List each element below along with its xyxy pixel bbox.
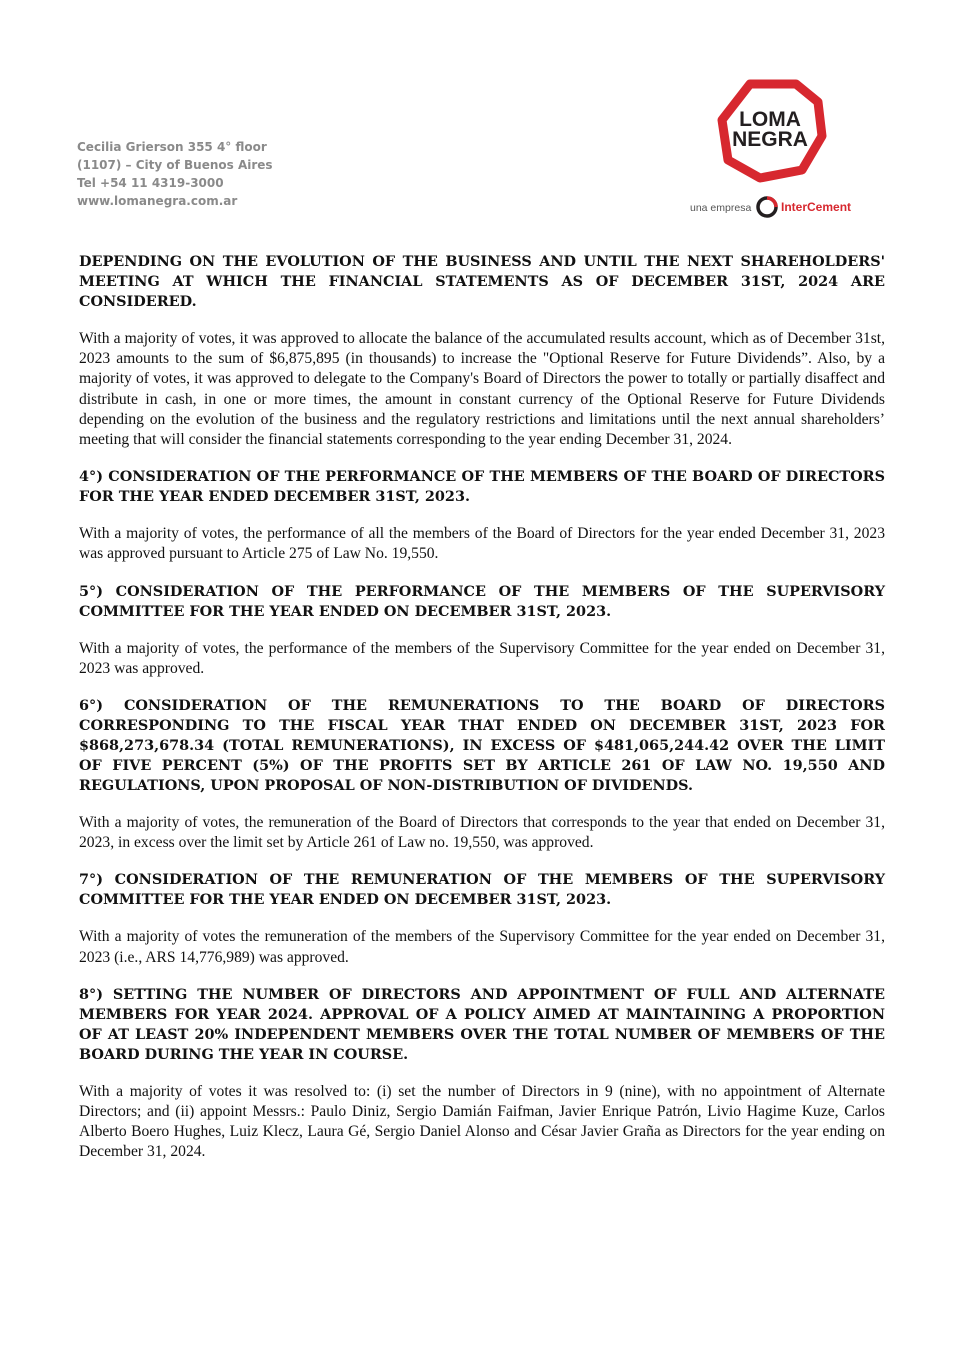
address-website[interactable]: www.lomanegra.com.ar xyxy=(77,194,238,208)
section-body: With a majority of votes, the performance of all the members of the Board of Directors for the year ended December 31, 2023 was approved pursuant to Article 275 of Law No. 19,550. xyxy=(79,525,885,563)
address-city: (1107) – City of Buenos Aires xyxy=(77,158,273,172)
section-body: With a majority of votes it was resolved to: (i) set the number of Directors in 9 (nine), with no appointment of Alternate Directors; and (ii) appoint Messrs.: Paulo Diniz, Sergio Damián Faifman, Javier Enrique Patrón, Livio Hagime Kuze, Carlos Alberto Boero Hughes, Luiz Klecz, Laura Gé, Sergio Daniel Alonso and César Javier Graña as Directors for the year ending on December 31, 2024. xyxy=(79,1082,885,1161)
section-heading: 6°) CONSIDERATION OF THE REMUNERATIONS TO THE BOARD OF DIRECTORS CORRESPONDING TO THE FISCAL YEAR THAT ENDED ON DECEMBER 31ST, 2023 FOR $868,273,678.34 (TOTAL REMUNERATIONS), IN EXCESS OF $481,065,244.42 OVER THE LIMIT OF FIVE PERCENT (5%) OF THE PROFITS SET BY ARTICLE 261 OF LAW NO. 19,550 AND REGULATIONS, UPON PROPOSAL OF NON-DISTRIBUTION OF DIVIDENDS. xyxy=(79,697,885,795)
section-body: With a majority of votes, the performance of the members of the Supervisory Committee for the year ended on December 31, 2023 was approved. xyxy=(79,639,885,677)
logo-brand-line2: NEGRA xyxy=(732,128,808,151)
section-heading: DEPENDING ON THE EVOLUTION OF THE BUSINESS AND UNTIL THE NEXT SHAREHOLDERS' MEETING AT WHICH THE FINANCIAL STATEMENTS AS OF DECEMBER 31ST, 2024 ARE CONSIDERED. xyxy=(79,253,885,310)
section-body: With a majority of votes, the remuneration of the Board of Directors that corresponds to the year that ended on December 31, 2023, in excess over the limit set by Article 261 of Law no. 19,550, was approved. xyxy=(79,814,885,852)
section-body: With a majority of votes the remuneration of the members of the Supervisory Committee for the year ended on December 31, 2023 (i.e., ARS 14,776,989) was approved. xyxy=(79,928,885,966)
section-heading: 4°) CONSIDERATION OF THE PERFORMANCE OF THE MEMBERS OF THE BOARD OF DIRECTORS FOR THE YEAR ENDED DECEMBER 31ST, 2023. xyxy=(79,468,885,506)
section-heading: 8°) SETTING THE NUMBER OF DIRECTORS AND APPOINTMENT OF FULL AND ALTERNATE MEMBERS FOR YEAR 2024. APPROVAL OF A POLICY AIMED AT MAINTAINING A PROPORTION OF AT LEAST 20% INDEPENDENT MEMBERS OVER THE TOTAL NUMBER OF MEMBERS OF THE BOARD DURING THE YEAR IN COURSE. xyxy=(79,985,885,1063)
section-body: With a majority of votes, it was approved to allocate the balance of the accumulated results account, which as of December 31st, 2023 amounts to the sum of $6,875,895 (in thousands) to increase the "Optional Reserve for Future Dividends”. Also, by a majority of votes, it was approved to delegate to the Company's Board of Directors the power to totally or partially disaffect and distribute in cash, in one or more times, the amount in constant currency of the Optional Reserve for Future Dividends depending on the evolution of the business and the regulatory restrictions and limitations until the next annual shareholders’ meeting that will consider the financial statements corresponding to the year ending December 31, 2024. xyxy=(79,330,885,449)
section-heading: 5°) CONSIDERATION OF THE PERFORMANCE OF THE MEMBERS OF THE SUPERVISORY COMMITTEE FOR THE YEAR ENDED ON DECEMBER 31ST, 2023. xyxy=(79,582,885,620)
document-body xyxy=(79,252,885,1180)
logo-tagline: una empresa xyxy=(690,202,752,214)
loma-negra-logo xyxy=(688,78,868,218)
logo-parent-company: InterCement xyxy=(781,200,852,214)
logo-brand-line1: LOMA xyxy=(739,108,801,131)
address-street: Cecilia Grierson 355 4° floor xyxy=(77,140,267,154)
company-address xyxy=(77,138,273,210)
section-heading: 7°) CONSIDERATION OF THE REMUNERATION OF THE MEMBERS OF THE SUPERVISORY COMMITTEE FOR THE YEAR ENDED ON DECEMBER 31ST, 2023. xyxy=(79,871,885,909)
address-phone: Tel +54 11 4319-3000 xyxy=(77,176,224,190)
